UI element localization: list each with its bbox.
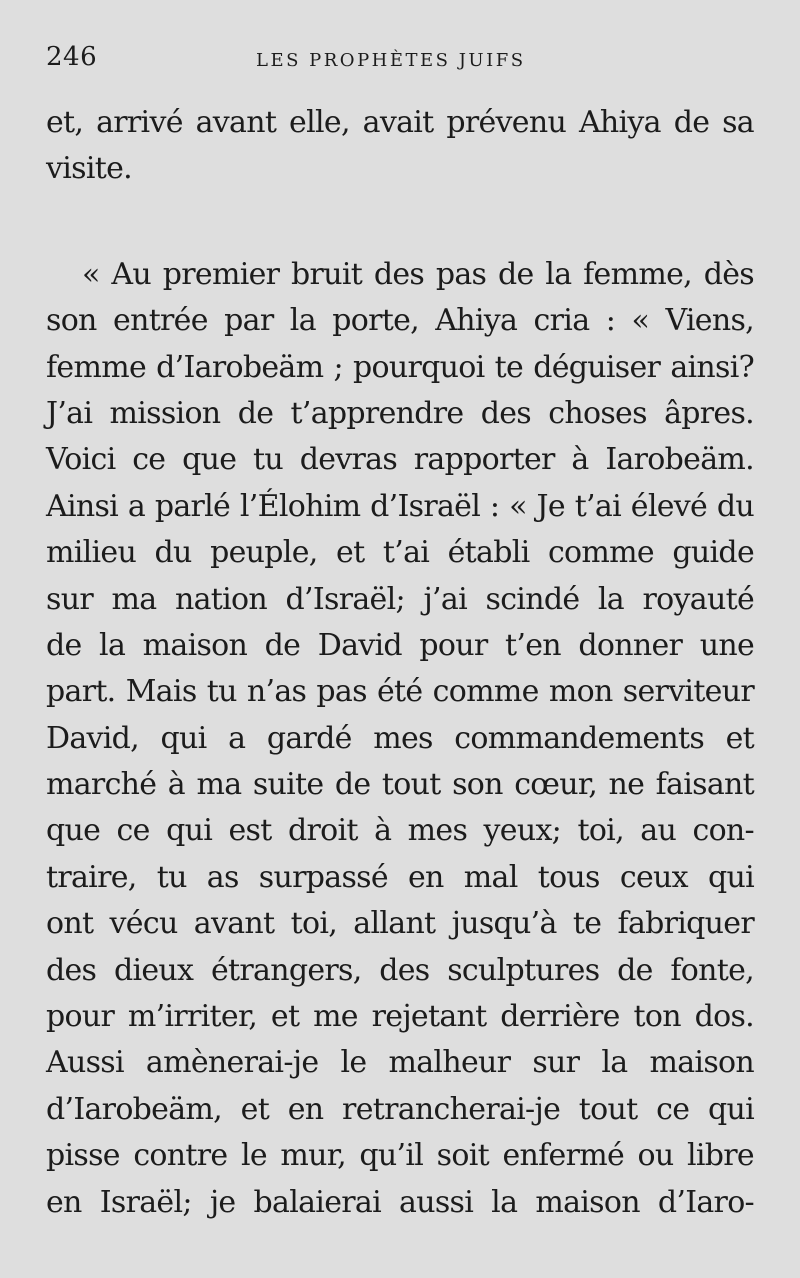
text-line: sur ma nation d’Israël; j’ai scindé la royauté [46,581,754,617]
text-line: pisse contre le mur, qu’il soit enfermé ou libre [46,1138,754,1174]
text-line: et, arrivé avant elle, avait prévenu Ahiya de sa [46,105,754,140]
text-line: son entrée par la porte, Ahiya cria : « Viens, [46,303,754,339]
text-line: femme d’Iarobeäm ; pourquoi te déguiser ainsi? [46,349,754,385]
paragraph-2 [46,252,754,1226]
text-line: en Israël; je balaierai aussi la maison d’Iaro- [46,1184,754,1220]
text-line: Aussi amènerai-je le malheur sur la maison [46,1045,754,1081]
text-line: visite. [46,151,132,187]
text-line: David, qui a gardé mes commandements et [46,720,754,756]
text-line: des dieux étrangers, des sculptures de fonte, [46,952,754,988]
text-line: « Au premier bruit des pas de la femme, dès [82,256,754,292]
text-line: Voici ce que tu devras rapporter à Iarobeäm. [46,442,754,478]
text-line: de la maison de David pour t’en donner une [46,627,754,663]
paragraph-1 [46,100,754,193]
paragraph-gap [46,193,754,252]
body-text [46,100,754,1226]
text-line: marché à ma suite de tout son cœur, ne faisant [46,767,754,803]
text-line: que ce qui est droit à mes yeux; toi, au con- [46,813,754,849]
text-line: traire, tu as surpassé en mal tous ceux qui [46,859,754,895]
text-line: Ainsi a parlé l’Élohim d’Israël : « Je t’ai élevé du [46,488,754,524]
text-line: part. Mais tu n’as pas été comme mon serviteur [46,674,754,710]
text-line: ont vécu avant toi, allant jusqu’à te fabriquer [46,906,754,942]
text-line: J’ai mission de t’apprendre des choses âpres. [46,395,754,431]
running-title: LES PROPHÈTES JUIFS [256,50,526,71]
text-line: milieu du peuple, et t’ai établi comme guide [46,535,754,571]
page-number: 246 [46,42,98,72]
text-line: pour m’irriter, et me rejetant derrière ton dos. [46,999,754,1035]
text-line: d’Iarobeäm, et en retrancherai-je tout ce qui [46,1091,754,1127]
page-header [46,42,754,78]
